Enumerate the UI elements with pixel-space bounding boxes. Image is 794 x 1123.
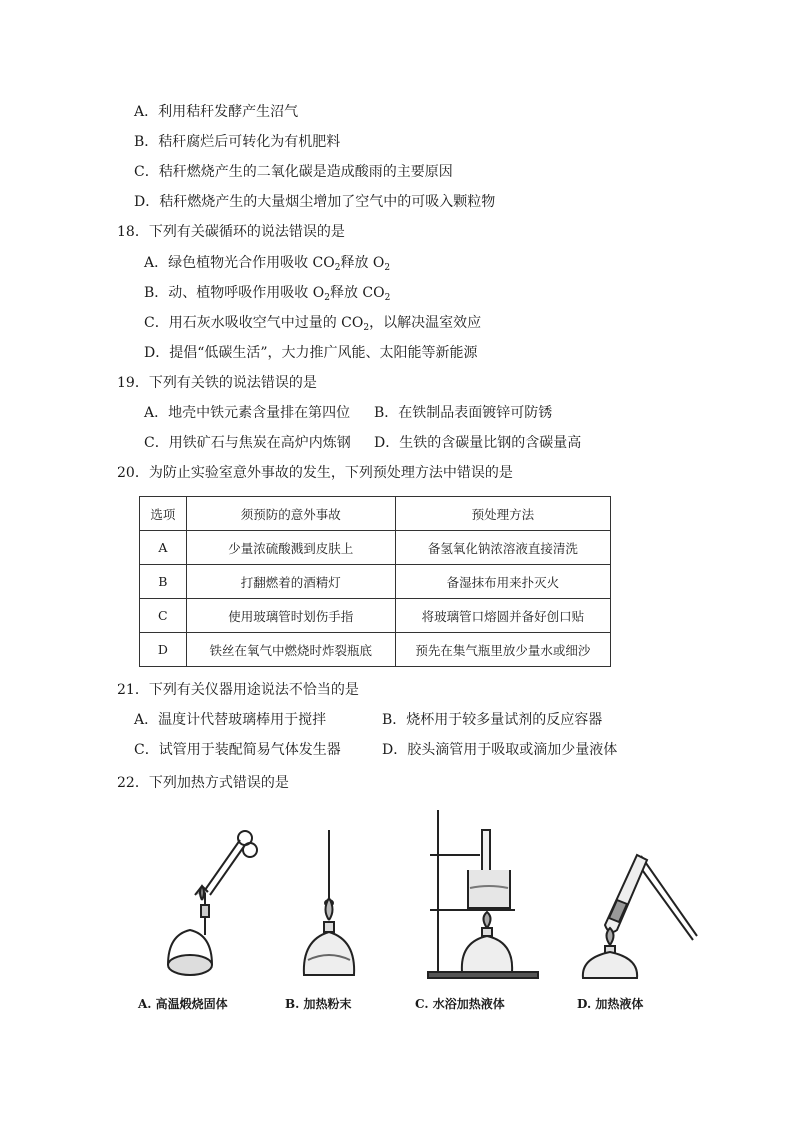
- figure-a-calcination-apparatus: [150, 800, 260, 985]
- q20-table: [139, 496, 611, 667]
- q17-option-a: A．利用秸秆发酵产生沼气: [134, 104, 299, 120]
- q21-option-a: A．温度计代替玻璃棒用于搅拌: [134, 712, 327, 728]
- figure-c-water-bath-apparatus: [420, 800, 540, 985]
- row-accident: 少量浓硫酸溅到皮肤上: [186, 531, 395, 565]
- figure-b-caption: B. 加热粉末: [285, 997, 352, 1011]
- row-method: 备湿抹布用来扑灭火: [395, 565, 610, 599]
- figure-c-caption: C. 水浴加热液体: [415, 997, 505, 1011]
- figure-d-liquid-heating-apparatus: [575, 800, 700, 985]
- table-row: [140, 633, 611, 667]
- q22-stem: 22．下列加热方式错误的是: [117, 775, 289, 791]
- row-option: D: [140, 633, 187, 667]
- table-row: [140, 531, 611, 565]
- row-method: 将玻璃管口熔圆并备好创口贴: [395, 599, 610, 633]
- q18-option-c: C．用石灰水吸收空气中过量的 $CO_2$，以解决温室效应: [144, 315, 482, 333]
- q19-option-d: D．生铁的含碳量比钢的含碳量高: [374, 435, 582, 451]
- table-row: [140, 565, 611, 599]
- q19-option-b: B．在铁制品表面镀锌可防锈: [374, 405, 553, 421]
- table-row: [140, 599, 611, 633]
- q21-stem: 21．下列有关仪器用途说法不恰当的是: [117, 682, 359, 698]
- header-accident: 须预防的意外事故: [186, 497, 395, 531]
- row-method: 预先在集气瓶里放少量水或细沙: [395, 633, 610, 667]
- q18-option-d: D．提倡“低碳生活”，大力推广风能、太阳能等新能源: [144, 345, 478, 361]
- header-option: 选项: [140, 497, 187, 531]
- figure-d-caption: D. 加热液体: [577, 997, 644, 1011]
- q17-option-c: C．秸秆燃烧产生的二氧化碳是造成酸雨的主要原因: [134, 164, 453, 180]
- row-option: B: [140, 565, 187, 599]
- q19-option-a: A．地壳中铁元素含量排在第四位: [144, 405, 351, 421]
- row-accident: 铁丝在氧气中燃烧时炸裂瓶底: [186, 633, 395, 667]
- table-header-row: [140, 497, 611, 531]
- row-accident: 打翻燃着的酒精灯: [186, 565, 395, 599]
- q17-option-b: B．秸秆腐烂后可转化为有机肥料: [134, 134, 341, 150]
- header-method: 预处理方法: [395, 497, 610, 531]
- row-option: A: [140, 531, 187, 565]
- q21-option-b: B．烧杯用于较多量试剂的反应容器: [382, 712, 603, 728]
- q20-stem: 20．为防止实验室意外事故的发生，下列预处理方法中错误的是: [117, 465, 513, 481]
- q21-option-c: C．试管用于装配简易气体发生器: [134, 742, 341, 758]
- row-accident: 使用玻璃管时划伤手指: [186, 599, 395, 633]
- q18-stem: 18．下列有关碳循环的说法错误的是: [117, 224, 345, 240]
- figure-b-powder-heating-apparatus: [296, 800, 376, 985]
- q19-option-c: C．用铁矿石与焦炭在高炉内炼钢: [144, 435, 351, 451]
- q21-option-d: D．胶头滴管用于吸取或滴加少量液体: [382, 742, 618, 758]
- q18-option-a: A．绿色植物光合作用吸收 $CO_2$释放 $O_2$: [144, 255, 391, 273]
- q19-stem: 19．下列有关铁的说法错误的是: [117, 375, 317, 391]
- q17-option-d: D．秸秆燃烧产生的大量烟尘增加了空气中的可吸入颗粒物: [134, 194, 496, 210]
- row-option: C: [140, 599, 187, 633]
- figure-a-caption: A. 高温煅烧固体: [138, 997, 228, 1011]
- q18-option-b: B．动、植物呼吸作用吸收 $O_2$释放 $CO_2$: [144, 285, 391, 303]
- row-method: 备氢氧化钠浓溶液直接清洗: [395, 531, 610, 565]
